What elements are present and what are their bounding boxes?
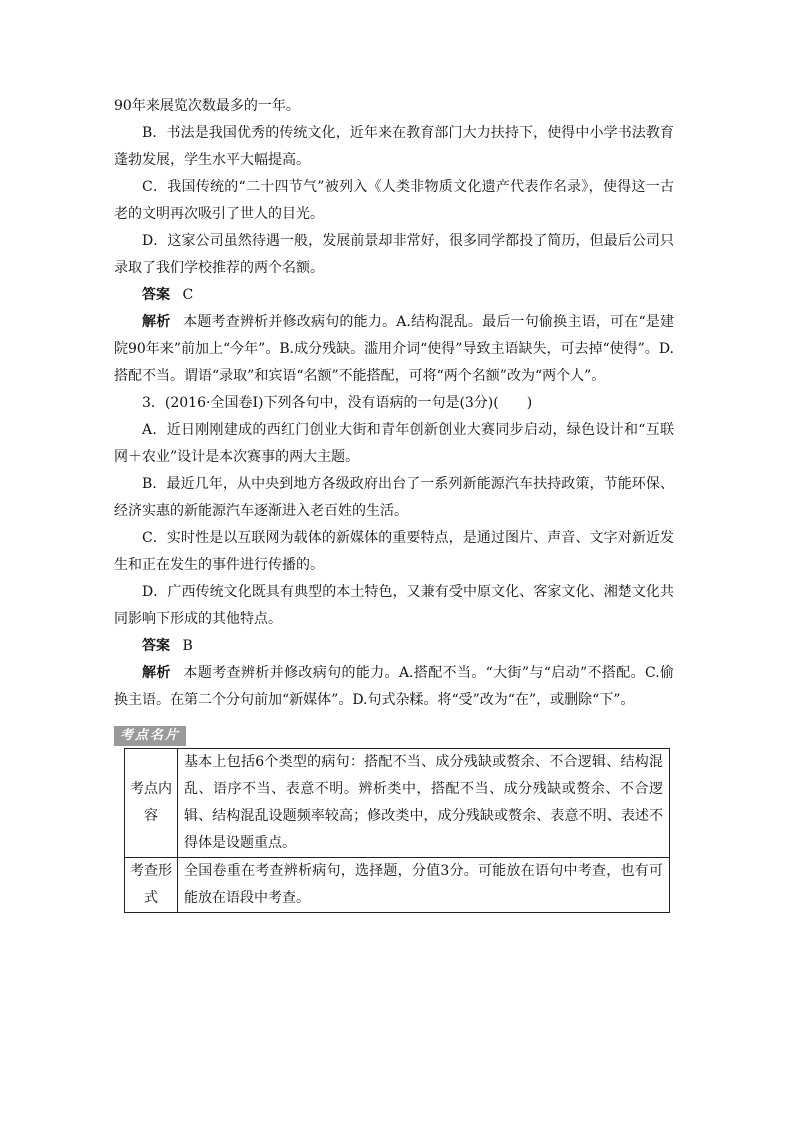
q3-analysis bbox=[114, 660, 674, 714]
q3-option-a: A．近日刚刚建成的西红门创业大街和青年创新创业大赛同步启动，绿色设计和“互联网＋农业”设计是本次赛事的两大主题。 bbox=[114, 422, 674, 465]
answer-value: B bbox=[182, 638, 193, 654]
q2-option-a-continued: 90年来展览次数最多的一年。 bbox=[114, 98, 300, 114]
kaodian-card-tag: 考点名片 bbox=[114, 726, 186, 746]
q3-option-b: B．最近几年，从中央到地方各级政府出台了一系列新能源汽车扶持政策，节能环保、经济实惠的新能源汽车逐渐进入老百姓的生活。 bbox=[114, 476, 674, 519]
analysis-text: 本题考查辨析并修改病句的能力。A.搭配不当。“大街”与“启动”不搭配。C.偷换主语。在第二个分句前加“新媒体”。D.句式杂糅。将“受”改为“在”，或删除“下”。 bbox=[114, 665, 675, 708]
kaodian-table bbox=[124, 748, 670, 913]
q2-option-c: C．我国传统的“二十四节气”被列入《人类非物质文化遗产代表作名录》，使得这一古老的文明再次吸引了世人的目光。 bbox=[114, 179, 674, 222]
analysis-label: 解析 bbox=[142, 665, 171, 681]
answer-value: C bbox=[182, 287, 194, 303]
q2-option-d: D．这家公司虽然待遇一般，发展前景却非常好，很多同学都投了简历，但最后公司只录取了我们学校推荐的两个名额。 bbox=[114, 233, 674, 276]
page-content bbox=[114, 93, 674, 913]
answer-label: 答案 bbox=[142, 638, 170, 654]
q3-answer bbox=[114, 633, 674, 660]
row-head: 考查形式 bbox=[125, 858, 178, 913]
analysis-text: 本题考查辨析并修改病句的能力。A.结构混乱。最后一句偷换主语，可在“是建院90年来”前加上“今年”。B.成分残缺。滥用介词“使得”导致主语缺失，可去掉“使得”。D.搭配不当。谓语“录取”和宾语“名额”不能搭配，可将“两个名额”改为“两个人”。 bbox=[114, 314, 675, 384]
row-body: 全国卷重在考查辨析病句，选择题，分值3分。可能放在语句中考查，也有可能放在语段中考查。 bbox=[178, 858, 670, 913]
table-row bbox=[125, 858, 670, 913]
q2-analysis bbox=[114, 309, 674, 390]
row-head: 考点内容 bbox=[125, 749, 178, 858]
q2-option-b: B．书法是我国优秀的传统文化，近年来在教育部门大力扶持下，使得中小学书法教育蓬勃发展，学生水平大幅提高。 bbox=[114, 125, 674, 168]
q3-option-d: D．广西传统文化既具有典型的本土特色，又兼有受中原文化、客家文化、湘楚文化共同影响下形成的其他特点。 bbox=[114, 584, 674, 627]
analysis-label: 解析 bbox=[142, 314, 171, 330]
table-row bbox=[125, 749, 670, 858]
q3-option-c: C．实时性是以互联网为载体的新媒体的重要特点，是通过图片、声音、文字对新近发生和正在发生的事件进行传播的。 bbox=[114, 530, 674, 573]
answer-label: 答案 bbox=[142, 287, 170, 303]
q2-answer bbox=[114, 282, 674, 309]
row-body: 基本上包括6个类型的病句：搭配不当、成分残缺或赘余、不合逻辑、结构混乱、语序不当、表意不明。辨析类中，搭配不当、成分残缺或赘余、不合逻辑、结构混乱设题频率较高；修改类中，成分残缺或赘余、表意不明、表述不得体是设题重点。 bbox=[178, 749, 670, 858]
q3-stem: 3．(2016·全国卷Ⅰ)下列各句中，没有语病的一句是(3分)( ) bbox=[142, 395, 533, 411]
